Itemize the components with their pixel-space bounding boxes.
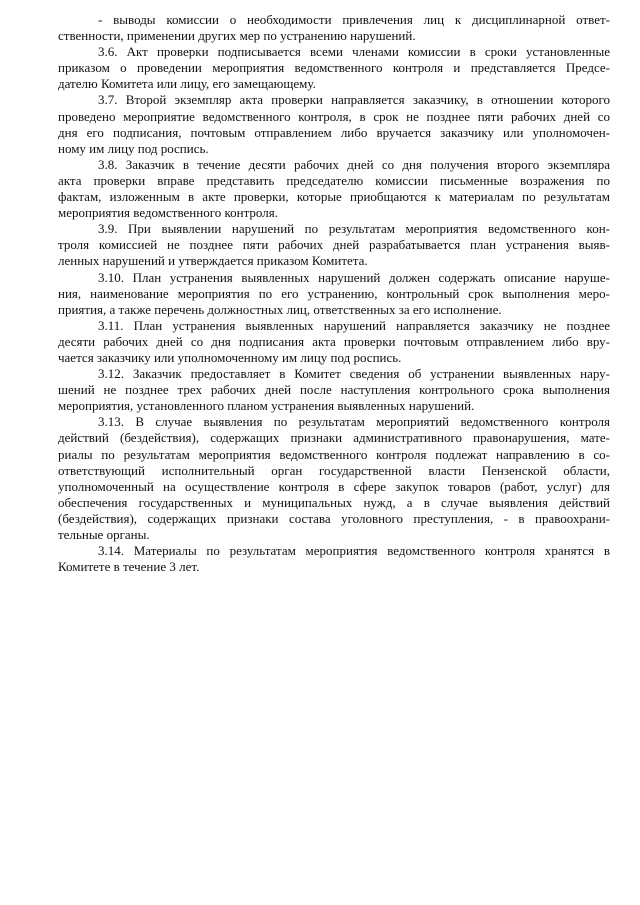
text-line: ному им лицу под роспись. [58, 140, 209, 156]
text-line: 3.11. План устранения выявленных нарушений направляется заказчику не позднее [98, 317, 610, 333]
paragraph-item-3-13 [58, 414, 610, 543]
text-line: ственности, применении других мер по устранению нарушений. [58, 28, 416, 44]
text-line: мероприятия ведомственного контроля. [58, 205, 278, 221]
document-body [58, 12, 610, 575]
text-line: (бездействия), содержащих признаки состава уголовного преступления, - в правоохрани- [58, 510, 610, 526]
paragraph-item-3-9 [58, 221, 610, 269]
text-line: 3.12. Заказчик предоставляет в Комитет сведения об устранении выявленных нару- [98, 366, 610, 382]
text-line: обеспечения государственных и муниципальных нужд, а в случае выявления действий [58, 494, 610, 510]
text-line: 3.9. При выявлении нарушений по результатам мероприятия ведомственного кон- [98, 221, 610, 237]
text-line: Комитете в течение 3 лет. [58, 559, 200, 575]
text-line: 3.6. Акт проверки подписывается всеми членами комиссии в сроки установленные [98, 44, 610, 60]
paragraph-item-3-6 [58, 44, 610, 92]
text-line: 3.8. Заказчик в течение десяти рабочих дней со дня получения второго экземпляра [98, 156, 610, 172]
text-line: действий (бездействия), содержащих признаки административного правонарушения, мате- [58, 430, 610, 446]
text-line: риалы по результатам мероприятия ведомственного контроля подлежат направлению в со- [58, 446, 610, 462]
paragraph-item-3-12 [58, 366, 610, 414]
text-line: приказом о проведении мероприятия ведомственного контроля и представляется Предсе- [58, 60, 610, 76]
text-line: чается заказчику или уполномоченному им лицу под роспись. [58, 349, 402, 365]
text-line: акта проверки вправе представить председателю комиссии письменные возражения по [58, 172, 610, 188]
paragraph-item-intro-dash [58, 12, 610, 44]
text-line: 3.14. Материалы по результатам мероприятия ведомственного контроля хранятся в [98, 543, 610, 559]
text-line: 3.7. Второй экземпляр акта проверки направляется заказчику, в отношении которого [98, 92, 610, 108]
text-line: уполномоченный на осуществление контроля в сфере закупок товаров (работ, услуг) для [58, 478, 610, 494]
text-line: десяти рабочих дней со дня подписания акта проверки почтовым отправлением либо вру- [58, 333, 610, 349]
text-line: мероприятия, установленного планом устранения выявленных нарушений. [58, 398, 475, 414]
text-line: ответствующий исполнительный орган государственной власти Пензенской области, [58, 462, 610, 478]
text-line: дателю Комитета или лицу, его замещающему. [58, 76, 316, 92]
text-line: фактам, изложенным в акте проверки, которые приобщаются к материалам по результатам [58, 189, 610, 205]
text-line: троля комиссией не позднее пяти рабочих дней разрабатывается план устранения выяв- [58, 237, 610, 253]
text-line: - выводы комиссии о необходимости привлечения лиц к дисциплинарной ответ- [98, 12, 610, 27]
paragraph-item-3-11 [58, 318, 610, 366]
text-line: ленных нарушений и утверждается приказом Комитета. [58, 253, 368, 269]
paragraph-item-3-7 [58, 92, 610, 156]
paragraph-item-3-8 [58, 157, 610, 221]
text-line: тельные органы. [58, 527, 150, 542]
text-line: приятия, а также перечень должностных лиц, ответственных за его исполнение. [58, 301, 502, 317]
text-line: проведено мероприятие ведомственного контроля, в срок не позднее пяти рабочих дней со [58, 108, 610, 124]
text-line: ния, наименование мероприятия по его устранению, контрольный срок выполнения меро- [58, 285, 610, 301]
text-line: дня его подписания, почтовым отправлением либо вручается заказчику или уполномочен- [58, 124, 610, 140]
text-line: 3.10. План устранения выявленных нарушений должен содержать описание наруше- [98, 269, 610, 285]
text-line: 3.13. В случае выявления по результатам мероприятий ведомственного контроля [98, 414, 610, 430]
paragraph-item-3-14 [58, 543, 610, 575]
paragraph-item-3-10 [58, 270, 610, 318]
text-line: шений не позднее трех рабочих дней после наступления контрольного срока выполнения [58, 382, 610, 398]
